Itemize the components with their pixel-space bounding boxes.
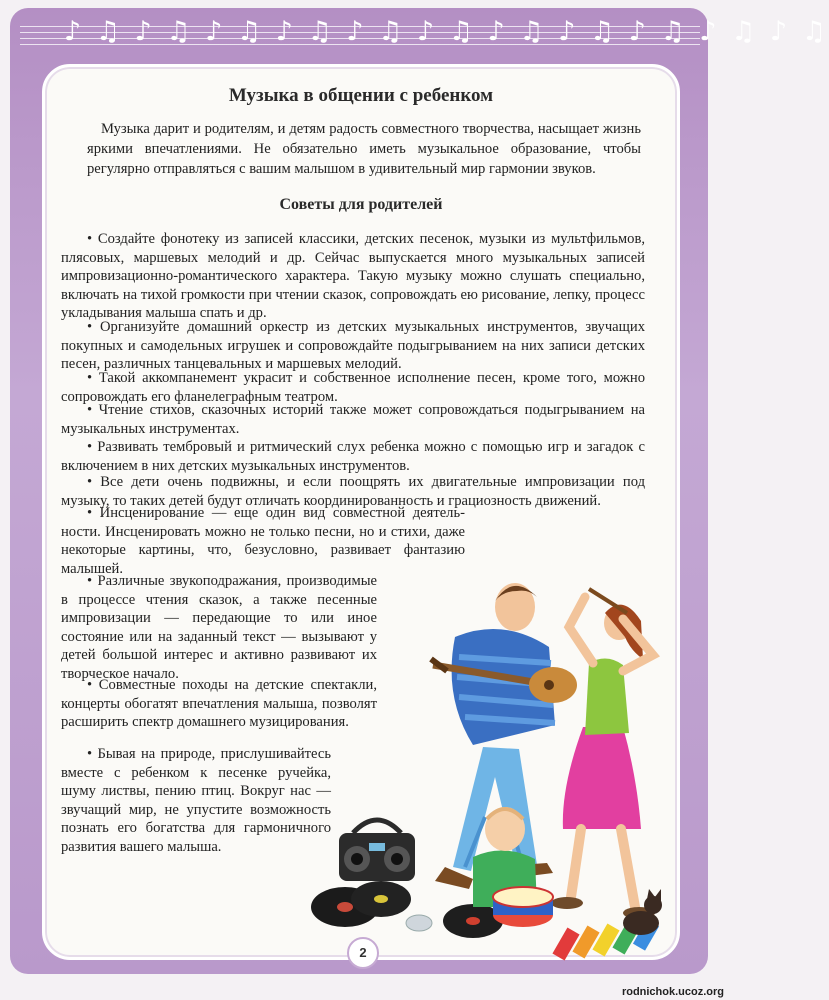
tip-paragraph: • Организуйте домашний оркестр из детских музыкальных инструментов, звучащих покупных и самодельных игрушек и сопровождайте подыгрыванием на них записи детских песен, различных танцевальных и маршевых мелодий. xyxy=(61,319,645,373)
tip-paragraph: • Чтение стихов, сказочных историй также может сопровождаться подыгрыванием на музыкальных инструментах. xyxy=(61,402,645,437)
tip-paragraph: • Инсценирование — еще один вид совместной деятельности. Инсценировать можно не только песни, но и стихи, даже некоторые картины, что, безусловно, развивает фантазию малышей. xyxy=(61,505,465,577)
tip-paragraph: • Бывая на природе, прислушивайтесь вместе с ребенком к песенке ручейка, шуму листвы, пению птиц. Вокруг нас — звучащий мир, не упустите возможность познать его богатства для гармоничного развития вашего малыша. xyxy=(61,746,331,855)
woman-with-flute-figure xyxy=(551,589,655,919)
tip-paragraph: • Развивать тембровый и ритмический слух ребенка можно с помощью игр и загадок с включением в них детских музыкальных инструментов. xyxy=(61,439,645,474)
page-number: 2 xyxy=(347,937,379,969)
cd-disc-icon xyxy=(406,915,432,931)
watermark: rodnichok.ucoz.org xyxy=(621,986,724,998)
music-notes-icon: ♪ ♫ ♪ ♫ ♪ ♫ ♪ ♫ ♪ ♫ ♪ ♫ ♪ ♫ ♪ ♫ ♪ ♫ ♪ ♫ ♪ ♫ xyxy=(64,16,829,47)
page-title: Музыка в общении с ребенком xyxy=(228,85,494,106)
tip-paragraph: • Такой аккомпанемент украсит и собственное исполнение песен, кроме того, можно сопровождать его фланелеграфным театром. xyxy=(61,370,645,405)
section-subtitle: Советы для родителей xyxy=(279,196,443,213)
music-notes-strip xyxy=(20,14,829,54)
tip-paragraph: • Создайте фонотеку из записей классики, детских песенок, музыки из мультфильмов, плясовых, маршевых мелодий и др. Сейчас выпускается много музыкальных записей импровизационно-романтического характера. Такую музыку можно слушать специально, включать на тихой громкости при чтении сказок, сопровождать ею рисование, лепку, процесс укладывания малыша спать и др. xyxy=(61,231,645,322)
intro-paragraph: Музыка дарит и родителям, и детям радость совместного творчества, насыщает жизнь яркими впечатлениями. Не обязательно иметь музыкальное образование, чтобы регулярно отправляться с вашим малышом в удивительный мир гармонии звуков. xyxy=(87,121,641,177)
family-music-illustration xyxy=(323,567,663,947)
page-frame xyxy=(10,8,829,974)
tip-paragraph: • Все дети очень подвижны, и если поощрять их двигательные импровизации под музыку, то таких детей будут отличать координированность и грациозность движений. xyxy=(61,474,645,509)
content-panel xyxy=(42,64,680,960)
flute-icon xyxy=(589,589,627,613)
tip-paragraph: • Различные звукоподражания, производимые в процессе чтения сказок, а также песенные импровизации — передающие то или иное состояние или на заданный текст — вызывают у детей большой интерес и активно развивают их творческое начало. xyxy=(61,573,377,682)
tip-paragraph: • Совместные походы на детские спектакли, концерты обогатят впечатления малыша, позволят расширить спектр домашнего музицирования. xyxy=(61,677,377,731)
boombox-icon xyxy=(339,820,415,881)
